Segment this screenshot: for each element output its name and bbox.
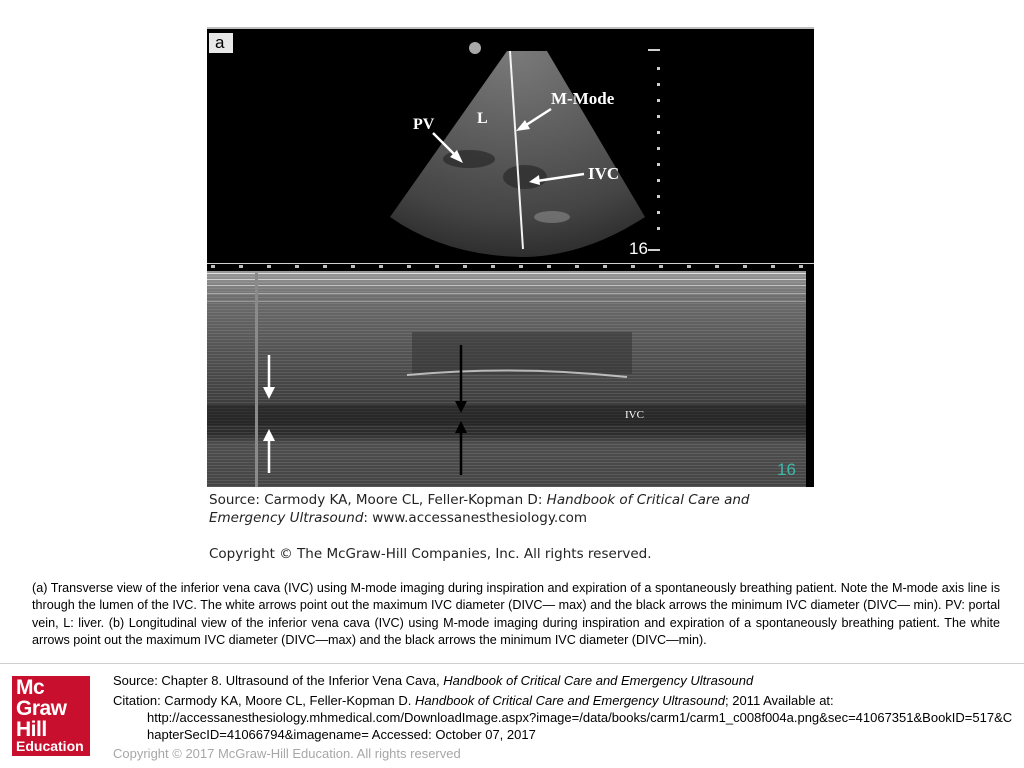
divider xyxy=(0,663,1024,664)
probe-marker-icon xyxy=(469,42,481,54)
depth-label-bottom: 16 xyxy=(777,460,796,479)
citation-url[interactable]: http://accessanesthesiology.mhmedical.com/DownloadImage.aspx?image=/data/books/carm1/carm1_c008f004a.png&sec=41067351&BookID=517&ChapterSecID=41066794&imagename= Accessed: October 07, 2017 xyxy=(147,710,1013,742)
references xyxy=(113,672,1013,762)
citation-line xyxy=(113,692,1013,709)
figure-source xyxy=(209,491,809,527)
source-line xyxy=(113,672,1013,689)
panel-separator xyxy=(207,263,814,264)
logo-line-4: Education xyxy=(16,738,84,754)
ultrasound-graphic xyxy=(207,27,814,487)
label-ivc: IVC xyxy=(588,164,620,183)
citation-prefix: Citation: Carmody KA, Moore CL, Feller-Kopman D. xyxy=(113,693,415,708)
copyright-notice: Copyright © 2017 McGraw-Hill Education. All rights reserved xyxy=(113,746,461,761)
time-marker-row xyxy=(211,265,803,268)
portal-vein-region xyxy=(443,150,495,168)
figure-copyright: Copyright © The McGraw-Hill Companies, Inc. All rights reserved. xyxy=(209,546,652,562)
figure-source-book: Handbook of Critical Care and xyxy=(546,492,750,508)
logo-line-2: Graw xyxy=(16,697,67,720)
source-book: Handbook of Critical Care and Emergency Ultrasound xyxy=(443,673,754,688)
frame-line xyxy=(207,27,814,29)
source-prefix: Source: Chapter 8. Ultrasound of the Inferior Vena Cava, xyxy=(113,673,444,688)
logo-line-3: Hill xyxy=(16,718,47,741)
ivc-region xyxy=(503,165,547,189)
depth-label-top: 16 xyxy=(629,239,648,258)
label-m-mode: M-Mode xyxy=(551,89,615,108)
cursor-line xyxy=(255,273,258,487)
logo-line-1: Mc xyxy=(16,676,45,699)
citation-suffix: ; 2011 Available at: xyxy=(725,693,834,708)
figure-source-url: : www.accessanesthesiology.com xyxy=(363,510,588,526)
figure-caption: (a) Transverse view of the inferior vena cava (IVC) using M-mode imaging during inspiration and expiration of a spontaneously breathing patient. Note the M-mode axis line is through the lumen of the IVC. The white arrows point out the maximum IVC diameter (DIVC— max) and the black arrows the minimum IVC diameter (DIVC— min). PV: portal vein, L: liver. (b) Longitudinal view of the inferior vena cava (IVC) using M-mode imaging during inspiration and expiration of a spontaneously breathing patient. The white arrows point out the maximum IVC diameter (DIVC—max) and the black arrows the minimum IVC diameter (DIVC—min). xyxy=(32,581,1000,648)
mcgraw-hill-logo xyxy=(12,676,90,756)
depth-scale-top xyxy=(648,49,660,251)
ultrasound-image xyxy=(207,27,814,487)
figure-source-text: Source: Carmody KA, Moore CL, Feller-Kopman D: xyxy=(209,492,547,508)
dark-region xyxy=(412,332,632,374)
ultrasound-figure xyxy=(207,27,814,563)
ivc-lumen-band xyxy=(207,405,806,425)
bright-echo xyxy=(534,211,570,223)
panel-label: a xyxy=(215,33,225,52)
label-liver: L xyxy=(477,110,488,127)
figure-source-book-2: Emergency Ultrasound xyxy=(209,510,364,526)
label-ivc-small: IVC xyxy=(625,409,644,421)
citation-book: Handbook of Critical Care and Emergency Ultrasound xyxy=(415,693,725,708)
label-pv: PV xyxy=(413,116,435,133)
m-mode-texture xyxy=(207,271,806,487)
